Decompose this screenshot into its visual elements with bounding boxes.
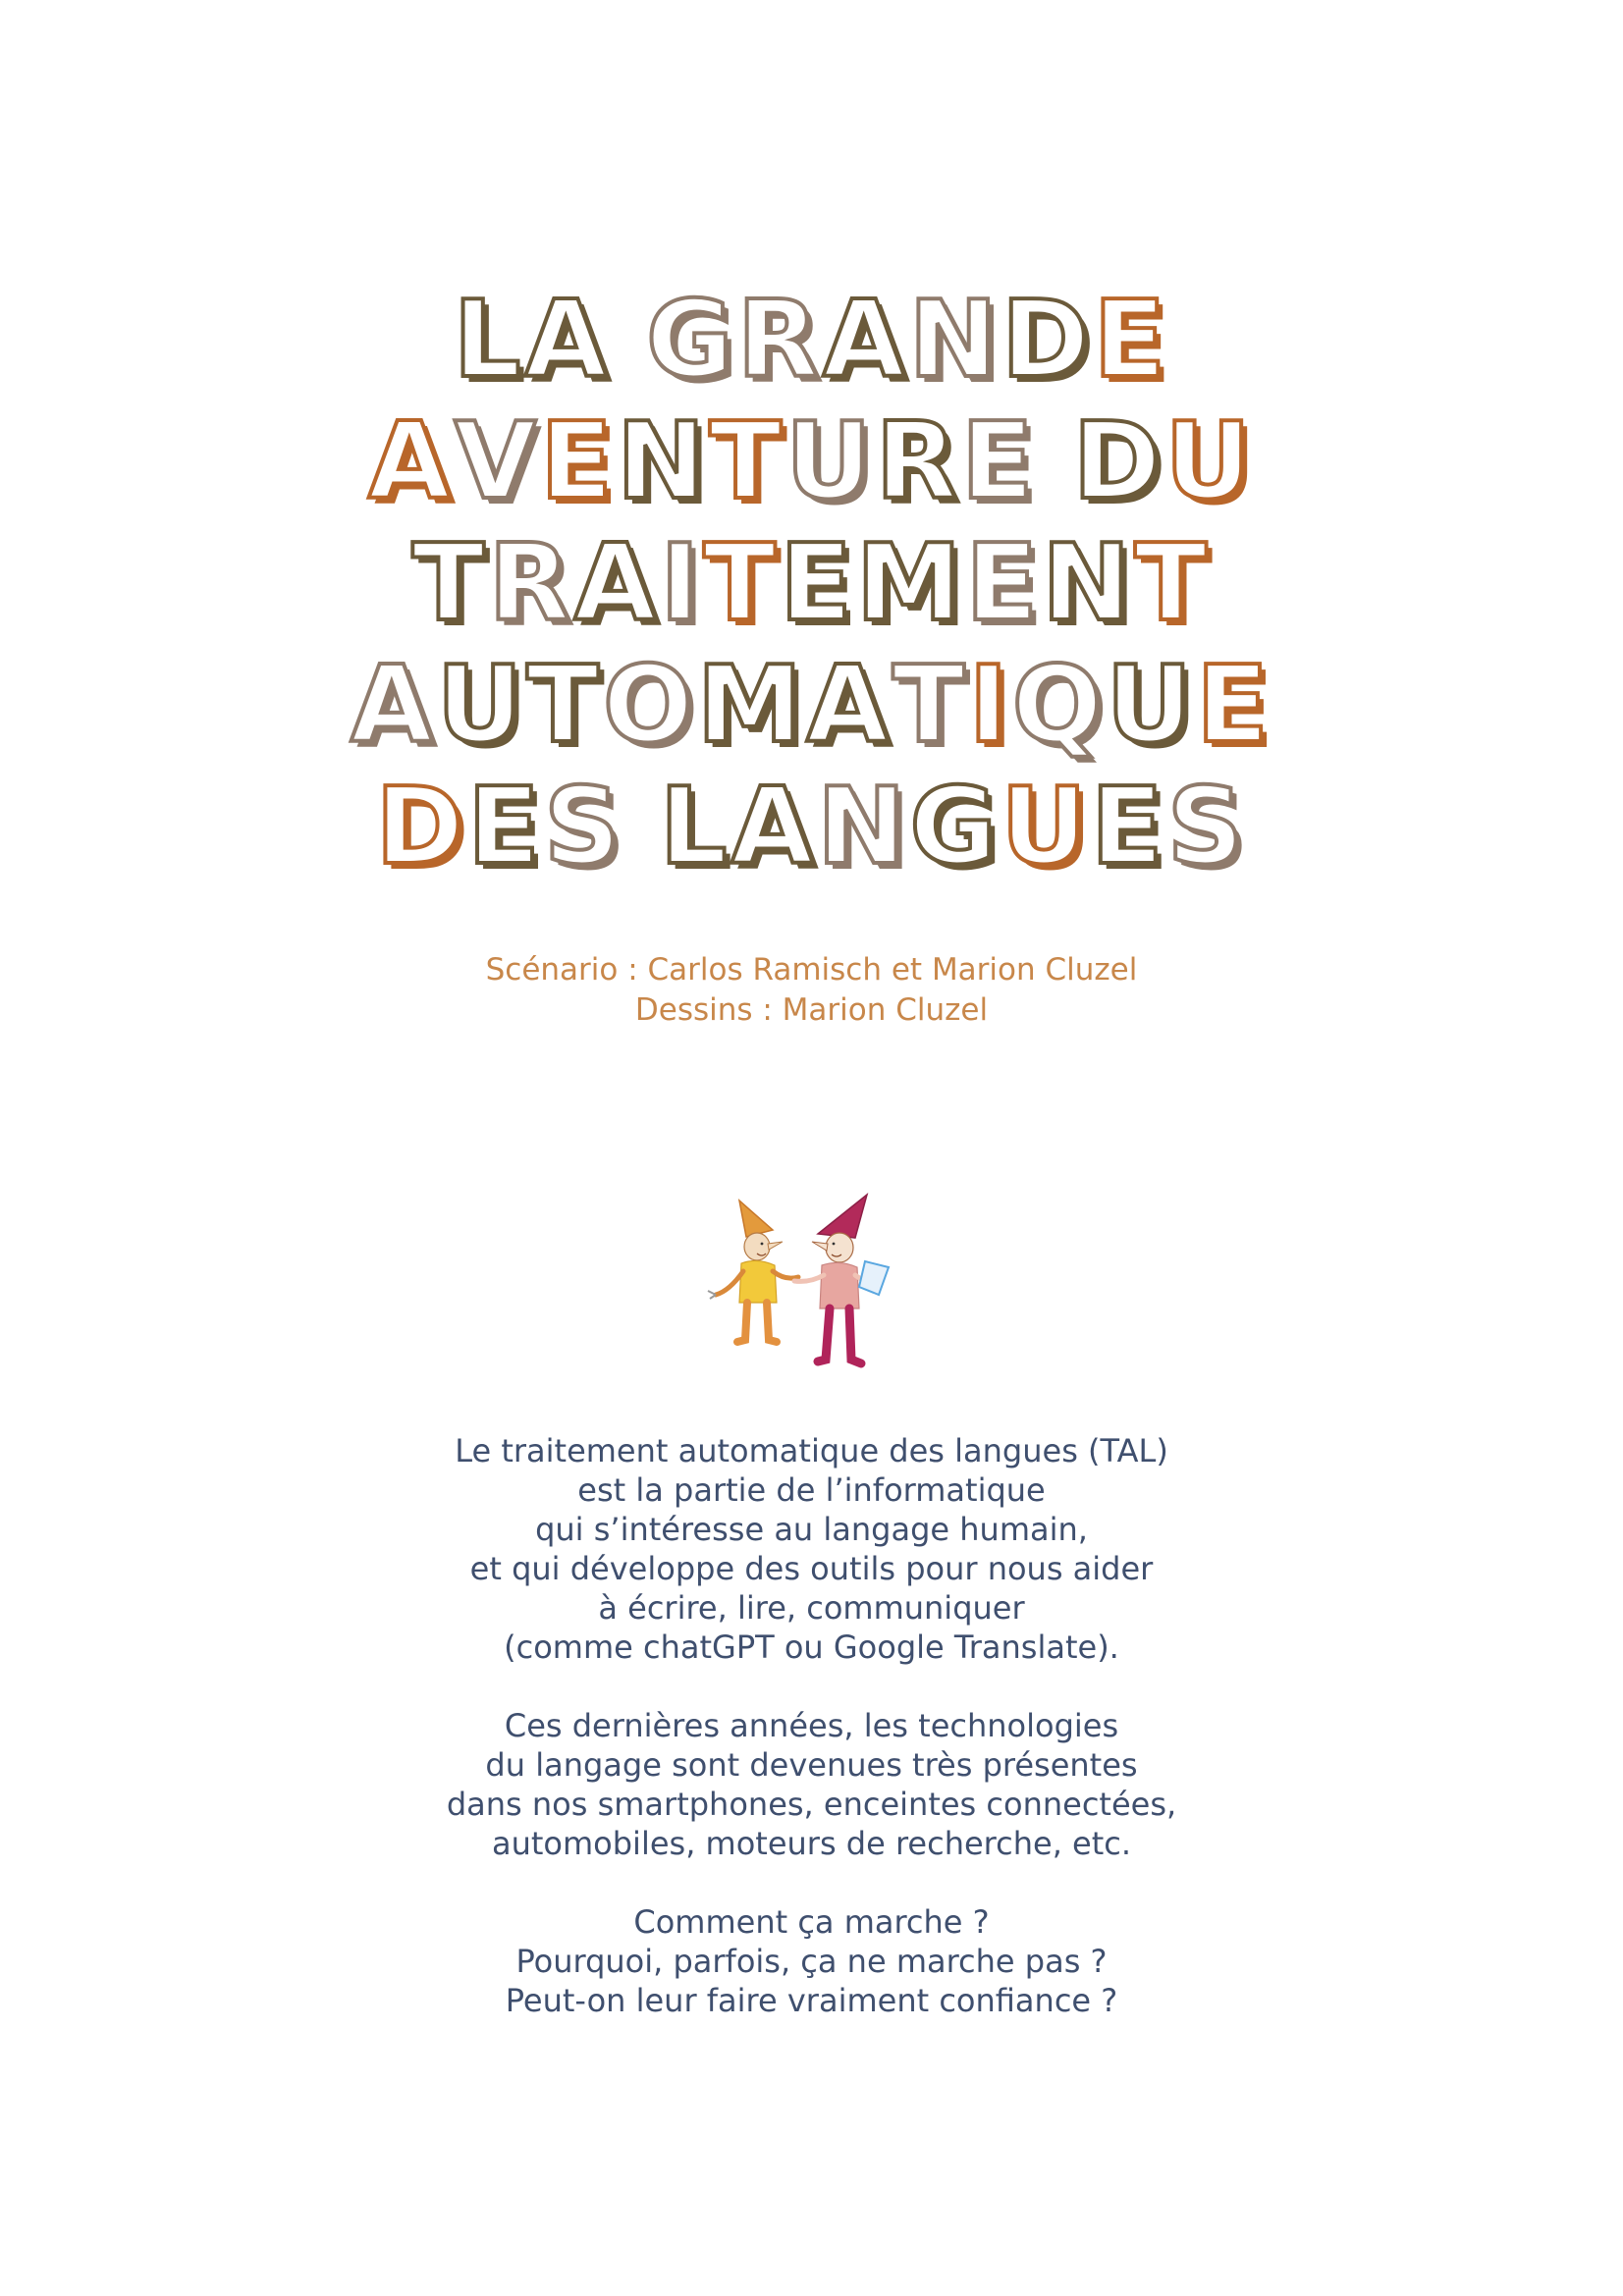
title-letter: N	[616, 400, 710, 523]
drawings-credit: Dessins : Marion Cluzel	[634, 992, 989, 1028]
title-letter: A	[806, 644, 893, 767]
title-letter: T	[703, 522, 781, 645]
title-letter: A	[367, 400, 455, 523]
title-letter: O	[602, 644, 697, 767]
title-letter: E	[780, 522, 856, 645]
title-letter: T	[411, 522, 489, 645]
title-letter: N	[1042, 522, 1135, 645]
title-letter: T	[526, 644, 603, 767]
title-word	[1073, 401, 1255, 523]
title-letter: R	[488, 522, 574, 645]
intro-line: automobiles, moteurs de recherche, etc.	[491, 1825, 1132, 1862]
title-letter: D	[1072, 400, 1165, 523]
title-letter: Q	[1011, 644, 1107, 767]
two-gnomes-illustration	[692, 1193, 908, 1379]
intro-line: Pourquoi, parfois, ça ne marche pas ?	[515, 1943, 1108, 1980]
title-letter: V	[454, 400, 541, 523]
title-letter: T	[709, 400, 785, 523]
intro-line: est la partie de l’informatique	[577, 1471, 1046, 1509]
intro-line: à écrire, lire, communiquer	[598, 1589, 1025, 1627]
title-line	[0, 280, 1623, 401]
title-letter: M	[855, 522, 966, 645]
title-word	[412, 523, 1211, 645]
gnome-left-icon	[708, 1201, 798, 1342]
title-letter: N	[817, 766, 910, 888]
gnome-right-icon	[794, 1195, 889, 1363]
scenario-credit: Scénario : Carlos Ramisch et Marion Cluzel	[485, 952, 1138, 988]
title-letter: S	[543, 766, 624, 888]
title-letter: U	[1001, 766, 1091, 888]
title-letter: U	[1164, 400, 1256, 523]
intro-line: Comment ça marche ?	[633, 1903, 990, 1941]
title-letter: D	[375, 766, 468, 888]
title-letter: U	[1106, 644, 1197, 767]
title-letter: D	[1001, 279, 1094, 401]
title-letter: E	[965, 522, 1043, 645]
title-letter: A	[573, 522, 661, 645]
title-letter: L	[659, 766, 731, 888]
title-letter: E	[1196, 644, 1272, 767]
title-letter: R	[736, 279, 823, 401]
title-letter: S	[1166, 766, 1248, 888]
intro-line: qui s’intéresse au langage humain,	[535, 1511, 1088, 1548]
title-word	[376, 767, 624, 888]
intro-line: (comme chatGPT ou Google Translate).	[504, 1629, 1119, 1666]
intro-text	[0, 1431, 1623, 2059]
intro-line: du langage sont devenues très présentes	[485, 1746, 1138, 1784]
title-letter: I	[968, 644, 1012, 767]
book-title	[0, 280, 1623, 888]
title-letter: T	[892, 644, 969, 767]
title-letter: T	[1134, 522, 1212, 645]
title-word	[454, 280, 611, 401]
intro-line: Ces dernières années, les technologies	[504, 1707, 1119, 1744]
title-letter: E	[960, 400, 1038, 523]
title-letter: I	[660, 522, 704, 645]
credits	[0, 950, 1623, 1031]
title-letter: R	[875, 400, 961, 523]
title-word	[368, 401, 1038, 523]
title-line	[0, 645, 1623, 767]
title-letter: A	[822, 279, 909, 401]
intro-line: Peut-on leur faire vraiment confiance ?	[505, 1982, 1118, 2019]
title-letter: L	[453, 279, 525, 401]
intro-line: et qui développe des outils pour nous aider	[469, 1550, 1154, 1587]
title-letter: E	[467, 766, 544, 888]
title-letter: E	[1090, 766, 1167, 888]
title-letter: N	[908, 279, 1001, 401]
title-letter: U	[436, 644, 527, 767]
title-line	[0, 767, 1623, 888]
title-letter: M	[696, 644, 807, 767]
title-letter: A	[524, 279, 612, 401]
intro-line: Le traitement automatique des langues (TAL)	[455, 1432, 1168, 1469]
title-line	[0, 523, 1623, 645]
title-letter: G	[909, 766, 1001, 888]
title-letter: U	[785, 400, 876, 523]
title-letter: A	[350, 644, 437, 767]
title-word	[646, 280, 1169, 401]
title-word	[660, 767, 1248, 888]
title-line	[0, 401, 1623, 523]
title-letter: E	[540, 400, 617, 523]
intro-paragraph	[0, 1706, 1623, 1863]
title-word	[351, 645, 1272, 767]
title-letter: G	[646, 279, 737, 401]
intro-line: dans nos smartphones, enceintes connectées,	[446, 1786, 1177, 1823]
title-letter: E	[1093, 279, 1170, 401]
intro-paragraph	[0, 1431, 1623, 1667]
intro-paragraph	[0, 1902, 1623, 2020]
title-letter: A	[730, 766, 818, 888]
